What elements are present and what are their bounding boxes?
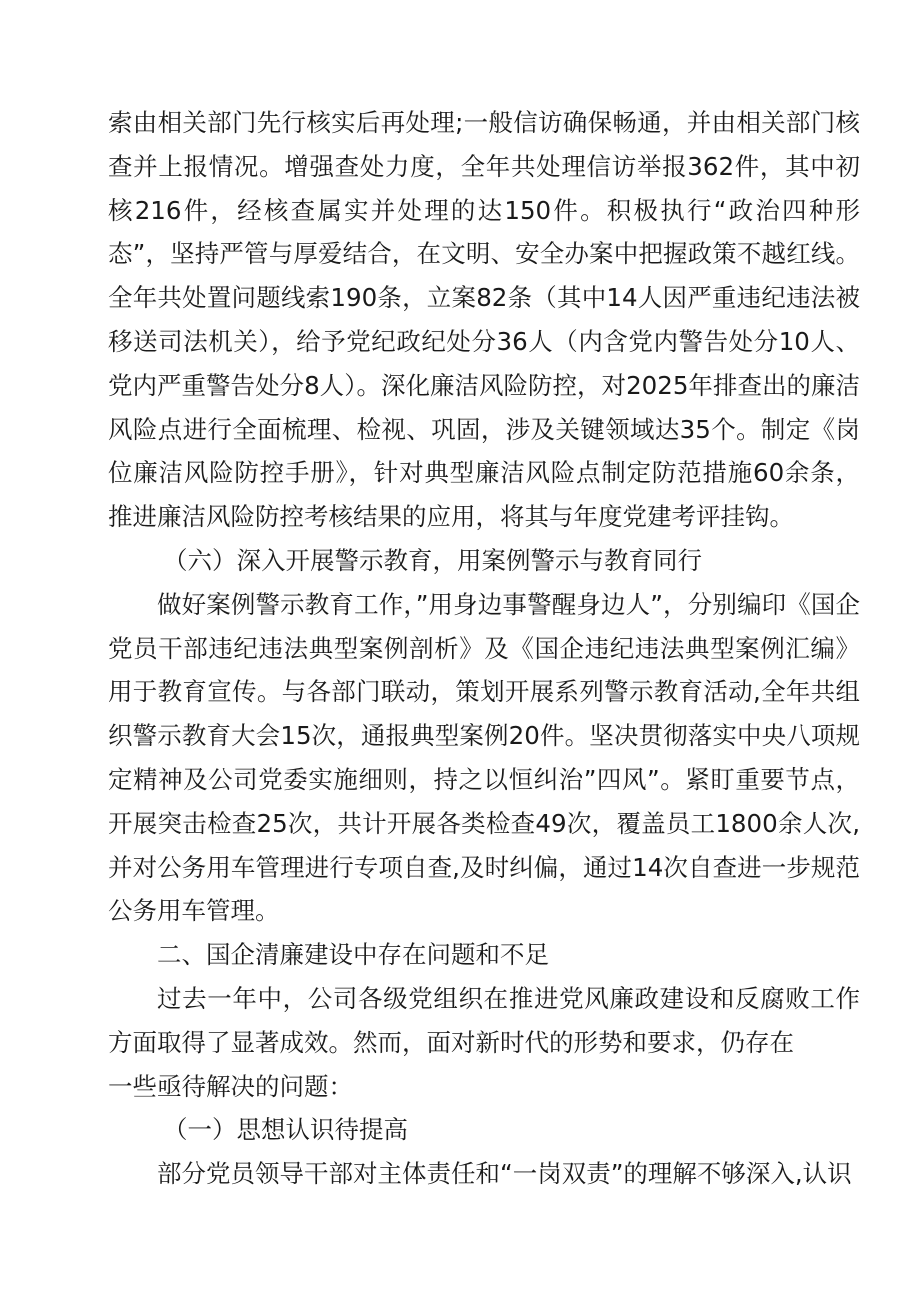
section-heading-two: 二、国企清廉建设中存在问题和不足 bbox=[157, 940, 549, 970]
subheading-six: （六）深入开展警示教育，用案例警示与教育同行 bbox=[163, 545, 702, 575]
subheading-one: （一）思想认识待提高 bbox=[163, 1115, 408, 1145]
body-paragraph-intro-continued: 一些亟待解决的问题： bbox=[108, 1071, 353, 1101]
body-paragraph-intro: 过去一年中，公司各级党组织在推进党风廉政建设和反腐败工作方面取得了显著成效。然而，面对新时代的形势和要求，仍存在 bbox=[108, 983, 860, 1057]
body-paragraph-warning-education: 做好案例警示教育工作，”用身边事警醒身边人”，分别编印《国企党员干部违纪违法典型案例剖析》及《国企违纪违法典型案例汇编》用于教育宣传。与各部门联动，策划开展系列警示教育活动,全年共组织警示教育大会15次，通报典型案例20件。坚决贯彻落实中央八项规定精神及公司党委实施细则，持之以恒纠治”四风”。紧盯重要节点，开展突击检查25次，共计开展各类检查49次，覆盖员工1800余人次,并对公务用车管理进行专项自查,及时纠偏，通过14次自查进一步规范公务用车管理。 bbox=[108, 589, 860, 926]
body-paragraph-continued: 索由相关部门先行核实后再处理;一般信访确保畅通，并由相关部门核查并上报情况。增强查处力度，全年共处理信访举报362件，其中初核216件，经核查属实并处理的达150件。积极执行“政治四种形态”，坚持严管与厚爱结合，在文明、安全办案中把握政策不越红线。全年共处置问题线索190条，立案82条（其中14人因严重违纪违法被移送司法机关），给予党纪政纪处分36人（内含党内警告处分10人、党内严重警告处分8人）。深化廉洁风险防控，对2025年排查出的廉洁风险点进行全面梳理、检视、巩固，涉及关键领域达35个。制定《岗位廉洁风险防控手册》，针对典型廉洁风险点制定防范措施60余条，推进廉洁风险防控考核结果的应用，将其与年度党建考评挂钩。 bbox=[108, 108, 860, 532]
body-paragraph-ideology: 部分党员领导干部对主体责任和“一岗双责”的理解不够深入,认识 bbox=[157, 1159, 852, 1189]
